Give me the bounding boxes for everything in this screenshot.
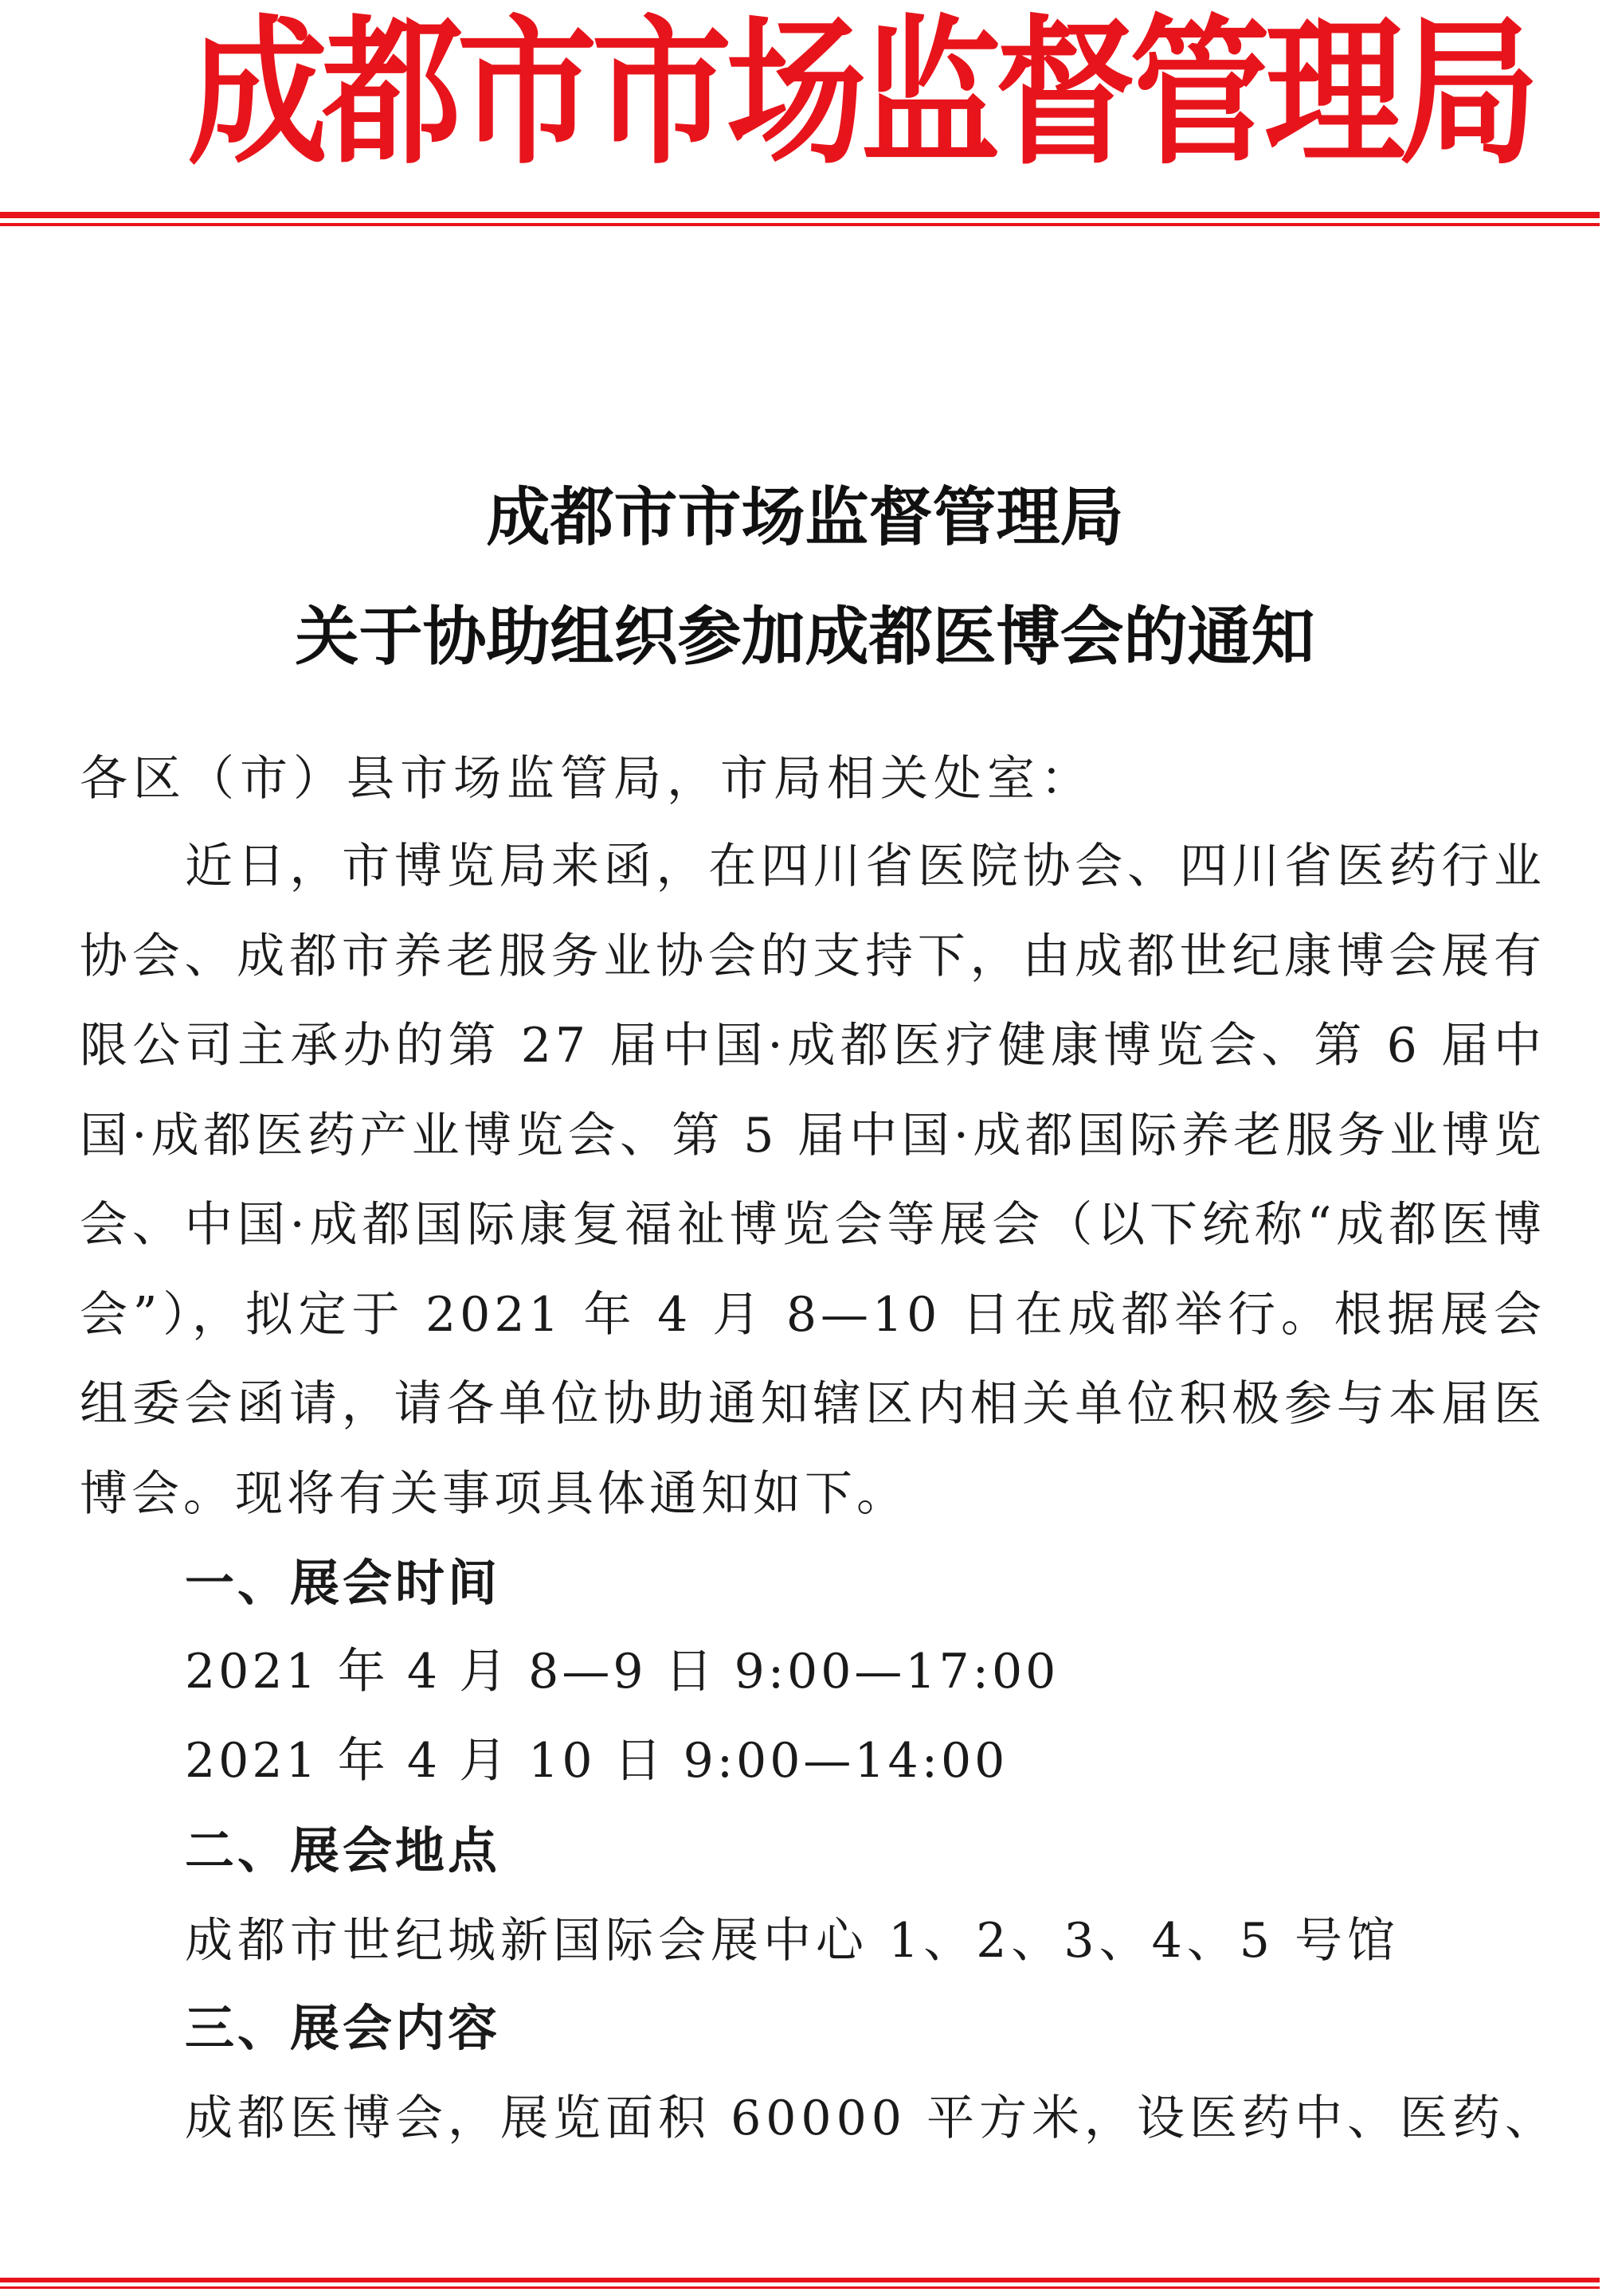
- masthead-title: 成都市市场监督管理局: [187, 1, 1534, 186]
- salutation: 各区（市）县市场监管局，市局相关处室：: [80, 751, 1094, 807]
- document-title-line-2: 关于协助组织参加成都医博会的通知: [295, 600, 1315, 674]
- exhibition-content-line: 成都医博会，展览面积 60000 平方米，设医药中、医药、: [185, 2091, 1558, 2146]
- exhibition-time-line-1: 2021 年 4 月 8—9 日 9:00—17:00: [185, 1644, 1060, 1700]
- body-paragraph: 近日，市博览局来函，在四川省医院协会、四川省医药行业协会、成都市养老服务业协会的支持下，由成都世纪康博会展有限公司主承办的第 27 届中国·成都医疗健康博览会、第 6 届中国·成都医药产业博览会、第 5 届中国·成都国际养老服务业博览会、中国·成都国际康复福祉博览会等展会（以下统称“成都医博会”），拟定于 2021 年 4 月 8—10 日在成都举行。根据展会组委会函请，请各单位协助通知辖区内相关单位积极参与本届医博会。现将有关事项具体通知如下。: [80, 839, 1545, 1522]
- section-heading-time: 一、展会时间: [185, 1554, 501, 1612]
- masthead-rule-thick: [0, 212, 1600, 218]
- masthead-rule-thin: [0, 223, 1600, 226]
- exhibition-venue: 成都市世纪城新国际会展中心 1、2、3、4、5 号馆: [185, 1913, 1400, 1969]
- document-title-line-1: 成都市市场监督管理局: [486, 480, 1124, 554]
- exhibition-time-line-2: 2021 年 4 月 10 日 9:00—14:00: [185, 1733, 1009, 1789]
- masthead: [0, 0, 1610, 199]
- footer-rule-thick: [0, 2278, 1600, 2282]
- section-heading-content: 三、展会内容: [185, 1999, 501, 2057]
- section-heading-venue: 二、展会地点: [185, 1821, 501, 1879]
- footer-rule-thin: [0, 2286, 1600, 2289]
